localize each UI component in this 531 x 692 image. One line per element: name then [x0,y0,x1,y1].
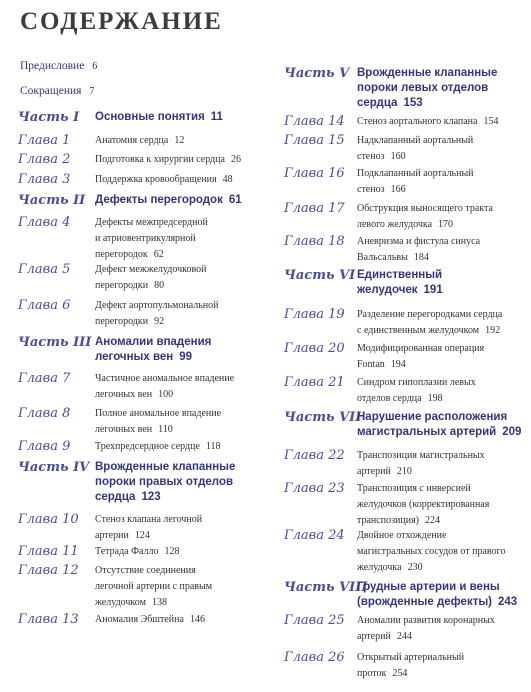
entry-title-line [357,217,493,233]
entry-title-text: Полное аномальное впадение [95,408,222,419]
entry-title-text: и атриовентрикулярной [95,233,196,244]
entry-title-text: левого желудочка [357,219,433,230]
chapter-label: Глава 9 [18,439,71,454]
page-number: 124 [134,530,150,541]
entry-title-line [95,595,212,611]
entry-title-text: Отсутствие соединения [95,565,196,576]
entry-title-line [357,323,502,339]
entry-title-line [357,629,495,645]
entry-title-text: Транспозиция магистральных [357,450,485,461]
entry-title-text: перегородки [95,316,149,327]
entry-title-text: Тетрада Фалло [95,546,159,557]
entry-title-line [357,81,497,96]
entry-title-text: сердца [95,491,136,503]
page-number: 7 [89,86,95,97]
page-number: 154 [483,116,499,127]
entry-title-line [357,464,485,480]
page-number: 254 [392,668,408,679]
entry-title-line [357,481,489,497]
entry-title-text: Аномалии развития коронарных [357,615,495,626]
entry-title-text: (врожденные дефекты) [357,596,492,608]
entry-title-text: перегородки [95,280,149,291]
part-label: Часть III [18,335,92,350]
entry-title-text: Аномалия Эбштейна [95,614,184,625]
part-label: Часть VII [284,410,362,425]
entry-title-text: стеноз [357,151,385,162]
chapter-label: Глава 1 [18,133,71,148]
page-number: 146 [189,614,205,625]
entry-title-text: Частичное аномальное впадение [95,373,235,384]
entry-title-text: Стеноз аортального клапана [357,116,478,127]
entry-title-text: Подготовка к хирургии сердца [95,154,225,165]
entry-title-text: артерий [357,466,391,477]
entry-title-text: желудочком [95,597,146,608]
entry-title-line [357,182,474,198]
entry-title-text: Основные понятия [95,111,205,123]
entry-title-line [357,650,464,666]
entry-title-line [95,110,223,125]
entry-title-text: Грудные артерии и вены [357,581,500,593]
entry-title-line [95,231,208,247]
chapter-label: Глава 20 [284,341,345,356]
page-number: 118 [205,441,221,452]
chapter-label: Глава 16 [284,166,345,181]
entry-title-line [95,193,242,208]
entry-title-text: пороки правых отделов [95,476,234,488]
chapter-label: Глава 8 [18,406,71,421]
entry-title-text: Двойное отхождение [357,530,447,541]
part-label: Часть II [18,193,86,208]
part-label: Часть IV [18,460,90,475]
part-label: Часть VIII [284,580,368,595]
entry-title-line [95,298,219,314]
entry-title-text: Дефект аортопульмональной [95,300,219,311]
entry-title-line [95,490,235,505]
page-number: 123 [141,491,161,503]
entry-title-text: легочных вен [95,424,153,435]
entry-title-line [357,595,517,610]
page-number: 224 [425,515,441,526]
entry-title-line [357,114,498,130]
chapter-label: Глава 25 [284,613,345,628]
entry-title-text: Дефект межжелудочковой [95,264,207,275]
entry-title-text: легочной артерии с правым [95,581,213,592]
entry-title-line [95,350,211,365]
entry-title-line [95,406,221,422]
entry-title-line [357,250,480,266]
entry-title-text: Анатомия сердца [95,135,169,146]
page-number: 100 [158,389,174,400]
entry-title-line [95,314,219,330]
entry-title-line [357,66,497,81]
page-number: 12 [174,135,185,146]
page-number: 153 [403,97,423,109]
entry-title-text: транспозиция) [357,515,420,526]
entry-title-line [357,410,521,425]
page-number: 243 [498,596,518,608]
entry-title-line [95,422,221,438]
chapter-label: Глава 24 [284,528,345,543]
chapter-label: Глава 12 [18,563,79,578]
entry-title-line [357,234,480,250]
entry-title-line [95,262,206,278]
page-title: СОДЕРЖАНИЕ [20,8,223,35]
entry-title-text: магистральных сосудов от правого [357,546,506,557]
entry-title-line [95,247,208,263]
entry-title-text: Подклапанный аортальный [357,168,474,179]
entry-title-text: Аневризма и фистула синуса [357,236,481,247]
entry-title-text: Надклапанный аортальный [357,135,474,146]
entry-title-line [95,172,233,188]
entry-title-text: перегородок [95,249,148,260]
entry-title-text: магистральных артерий [357,426,497,438]
entry-title-line [357,425,521,440]
entry-title-text: Fontan [357,359,385,370]
chapter-label: Глава 19 [284,307,345,322]
chapter-label: Глава 13 [18,612,79,627]
entry-title-line [95,387,234,403]
entry-title-text: с единственным желудочком [357,325,480,336]
chapter-label: Глава 4 [18,215,71,230]
chapter-label: Глава 17 [284,201,345,216]
entry-title-line [95,371,234,387]
entry-title-line [95,475,235,490]
part-label: Часть VI [284,268,356,283]
entry-title-line [95,439,221,455]
entry-title-text: желудочка [357,562,402,573]
entry-title-line [357,448,485,464]
entry-title-line [95,528,202,544]
entry-title-text: Дефекты межпредсердной [95,217,208,228]
entry-title-text: проток [357,668,387,679]
entry-title-text: сердца [357,97,398,109]
page-number: 170 [438,219,454,230]
entry-title-line [95,563,212,579]
entry-title-text: Стеноз клапана легочной [95,514,203,525]
entry-title-text: Синдром гипоплазии левых [357,377,476,388]
entry-title-line [95,544,180,560]
entry-title-line [357,166,474,182]
entry-title-line [95,215,208,231]
entry-title-line [95,579,212,595]
entry-title-line [357,666,464,682]
page-number: 61 [228,194,242,206]
entry-title-text: Трехпредсердное сердце [95,441,200,452]
page-number: 166 [390,184,406,195]
entry-title-line [357,357,484,373]
page-number: 110 [158,424,173,435]
chapter-label: Глава 11 [18,544,79,559]
entry-title-line [357,528,505,544]
entry-title-line [357,375,476,391]
entry-title-text: Врожденные клапанные [357,67,498,79]
chapter-label: Глава 14 [284,114,345,129]
chapter-label: Глава 21 [284,375,345,390]
entry-title-line [357,133,473,149]
entry-title-text: Дефекты перегородок [95,194,223,206]
front-item-abbreviations[interactable] [20,85,94,97]
page-number: 11 [210,111,223,123]
entry-title-text: Нарушение расположения [357,411,508,423]
page-number: 128 [164,546,180,557]
chapter-label: Глава 26 [284,650,345,665]
page-number: 92 [154,316,165,327]
entry-title-line [357,497,489,513]
entry-title-text: отделов сердца [357,393,422,404]
entry-title-text: легочных вен [95,351,174,363]
entry-title-line [357,307,502,323]
page-number: 184 [413,252,429,263]
entry-title-line [95,512,202,528]
entry-title-text: легочных вен [95,389,153,400]
entry-title-text: Транспозиция с инверсией [357,483,471,494]
entry-title-text: Единственный [357,269,443,281]
chapter-label: Глава 5 [18,262,71,277]
entry-title-text: Разделение перегородками сердца [357,309,503,320]
entry-title-line [357,544,505,560]
page-number: 160 [390,151,406,162]
page-number: 194 [390,359,406,370]
chapter-label: Глава 2 [18,152,71,167]
chapter-label: Глава 23 [284,481,345,496]
page-number: 198 [427,393,443,404]
page-number: 230 [407,562,423,573]
page-number: 99 [179,351,193,363]
front-item-preface[interactable] [20,60,97,72]
entry-title-text: артерий [357,631,391,642]
entry-title-line [357,391,476,407]
entry-title-text: Модифицированная операция [357,343,485,354]
entry-title-line [357,149,473,165]
entry-title-text: Обструкция выносящего тракта [357,203,493,214]
entry-title-text: пороки левых отделов [357,82,489,94]
chapter-label: Глава 15 [284,133,345,148]
entry-title-text: Аномалии впадения [95,336,212,348]
page-number: 192 [485,325,501,336]
entry-title-text: желудочков (корректированная [357,499,490,510]
entry-title-text: Вальсальвы [357,252,408,263]
chapter-label: Глава 7 [18,371,71,386]
chapter-label: Глава 18 [284,234,345,249]
entry-title-text: желудочек [357,284,418,296]
entry-title-line [357,268,443,283]
page-number: 191 [423,284,443,296]
chapter-label: Глава 6 [18,298,71,313]
entry-title-line [357,341,484,357]
page-number: 209 [502,426,522,438]
entry-title-line [95,278,206,294]
page-number: 26 [230,154,241,165]
entry-title-line [357,201,493,217]
entry-title-line [95,460,235,475]
chapter-label: Глава 22 [284,448,345,463]
entry-title-text: Поддержка кровообращения [95,174,217,185]
entry-title-text: артерии [95,530,129,541]
part-label: Часть V [284,66,350,81]
entry-title-text: стеноз [357,184,385,195]
page-number: 244 [396,631,412,642]
page-number: 6 [92,61,98,72]
front-item-title: Предисловие [20,60,85,72]
chapter-label: Глава 10 [18,512,79,527]
page-number: 62 [153,249,164,260]
page-number: 210 [396,466,412,477]
part-label: Часть I [18,110,80,125]
entry-title-line [357,580,517,595]
entry-title-line [357,96,497,111]
front-item-title: Сокращения [20,85,82,97]
entry-title-text: Врожденные клапанные [95,461,236,473]
page-number: 48 [222,174,233,185]
entry-title-line [95,335,211,350]
entry-title-line [357,613,495,629]
entry-title-line [357,513,489,529]
entry-title-line [357,283,443,298]
page-number: 80 [154,280,165,291]
entry-title-line [95,152,241,168]
entry-title-line [95,612,205,628]
chapter-label: Глава 3 [18,172,71,187]
entry-title-text: Открытый артериальный [357,652,465,663]
page-number: 138 [151,597,167,608]
entry-title-line [95,133,184,149]
entry-title-line [357,560,505,576]
